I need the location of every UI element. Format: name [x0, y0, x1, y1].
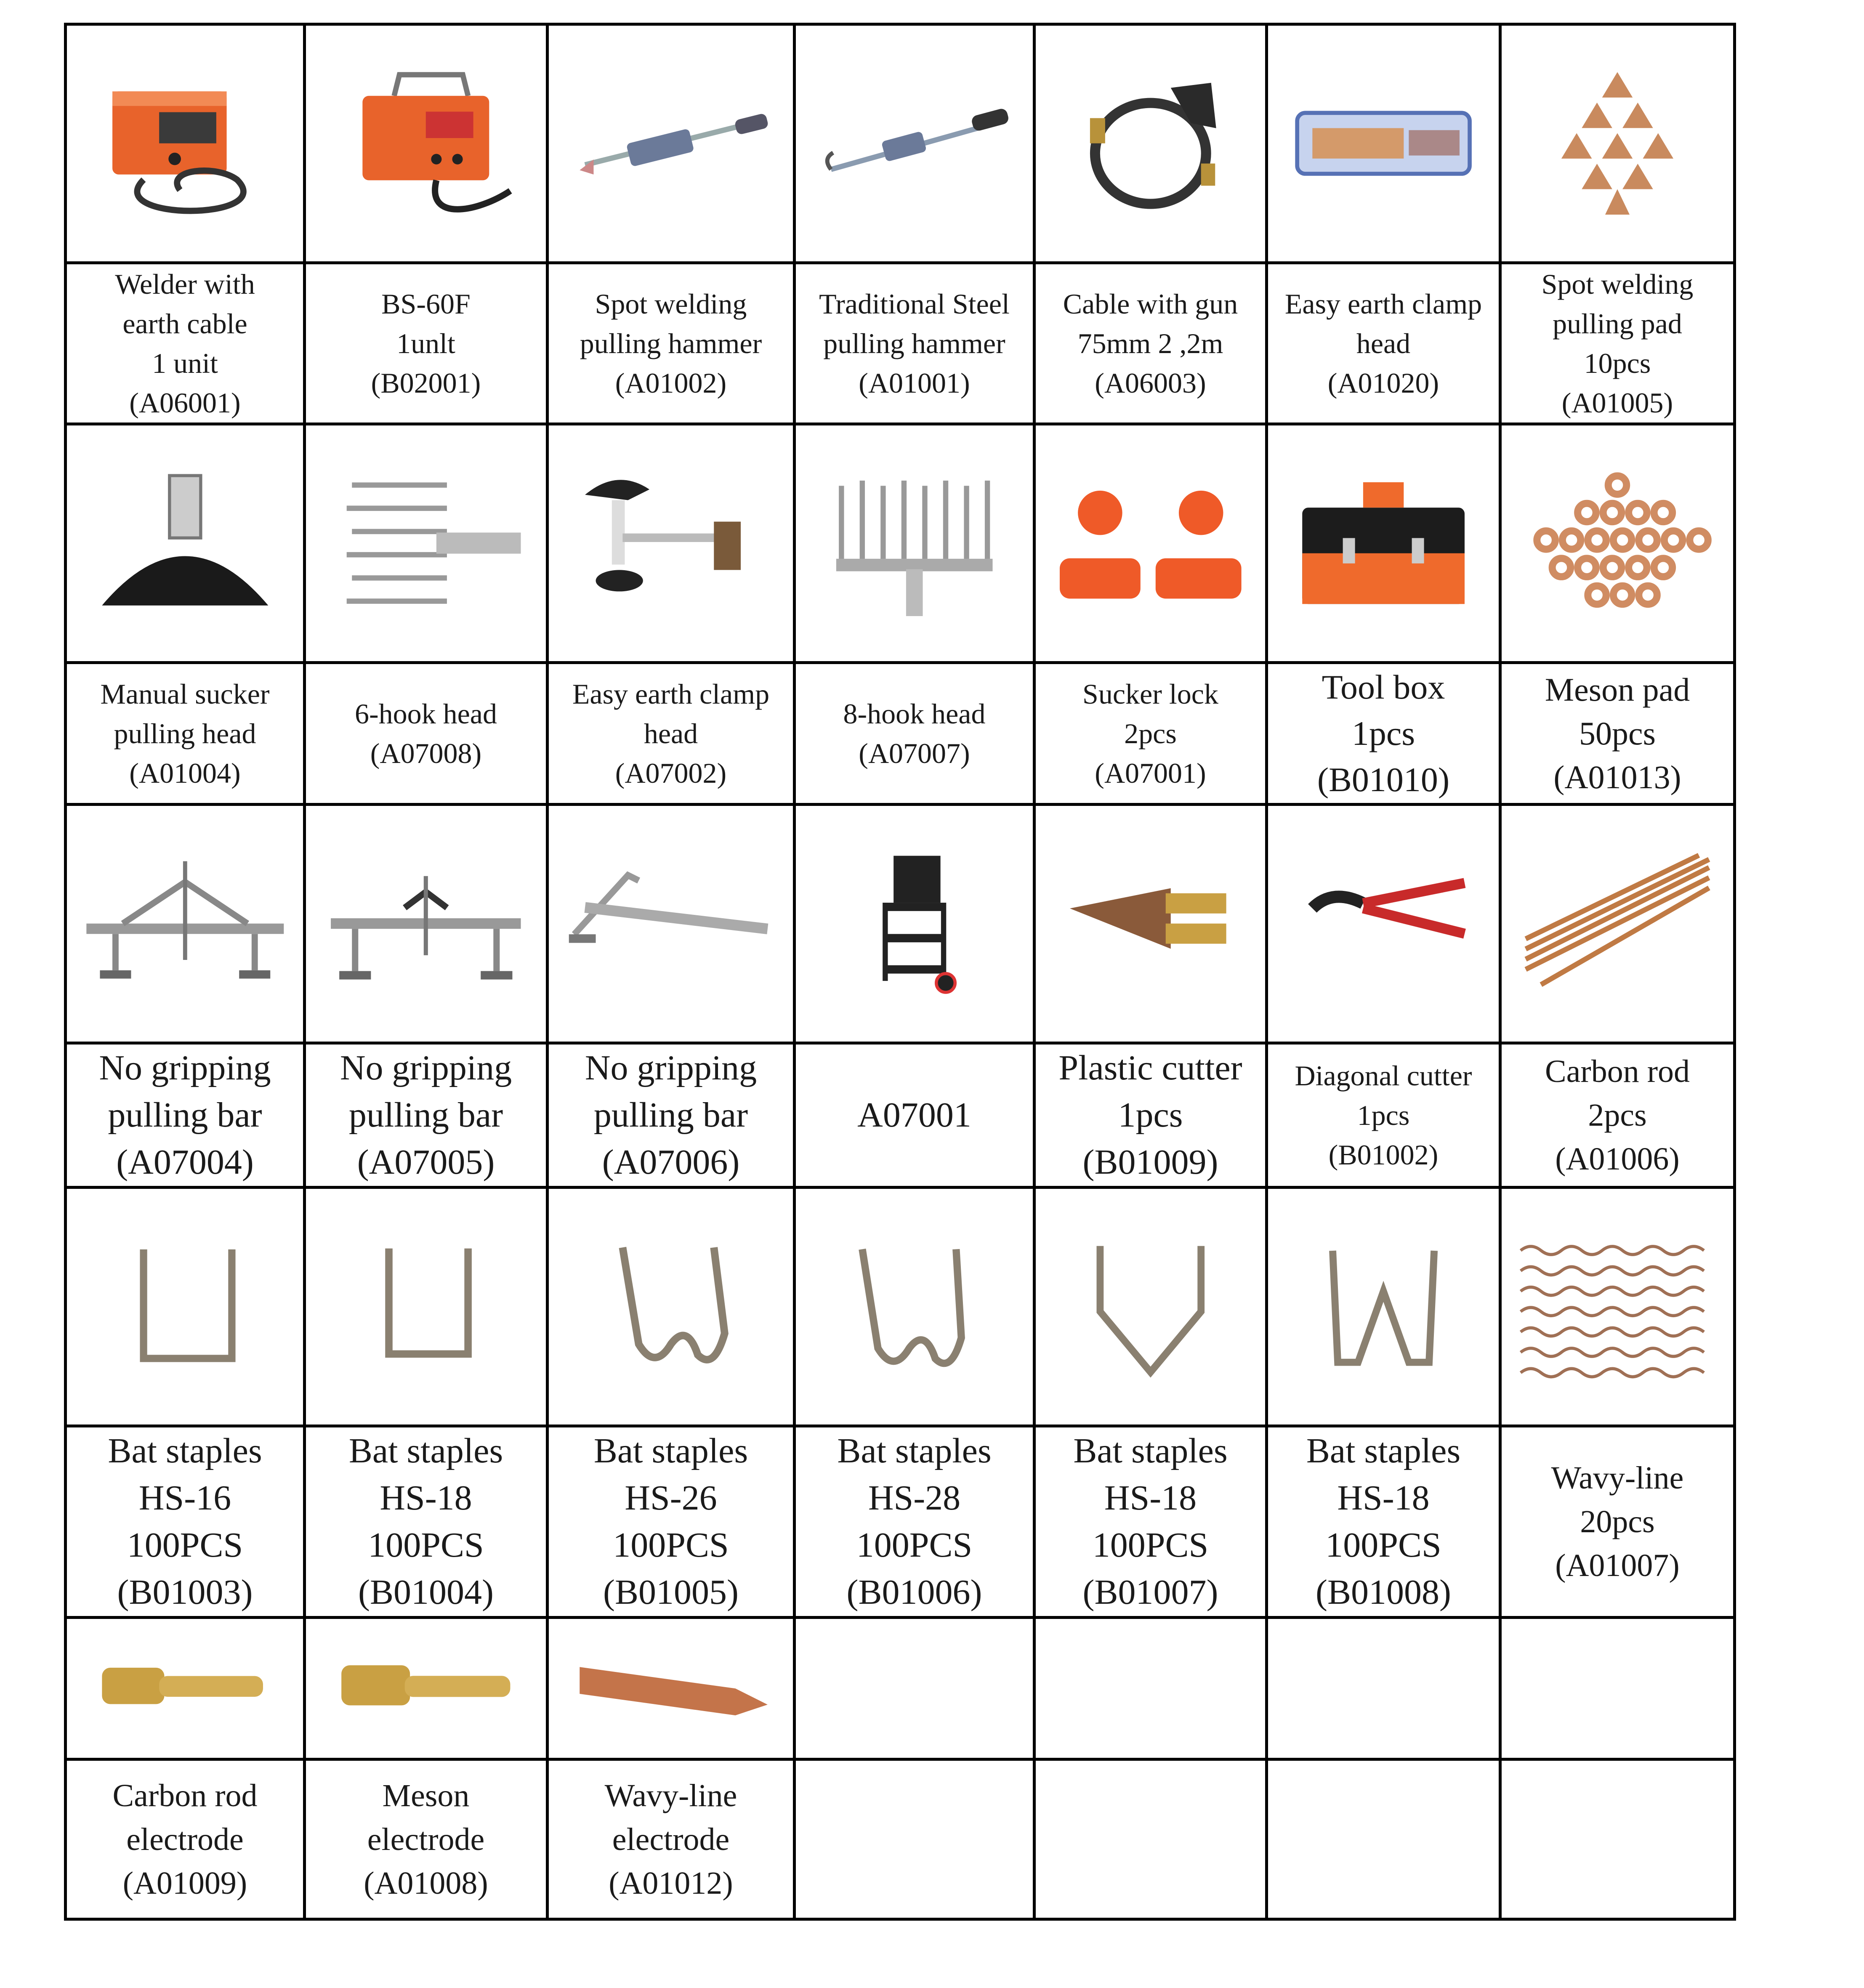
product-label-line: head — [643, 718, 698, 749]
product-label-line: (A07001) — [1095, 757, 1206, 789]
triangle-pads-icon — [1516, 47, 1719, 240]
product-label-line: 50pcs — [1579, 715, 1656, 752]
product-label-line: Manual sucker — [100, 678, 270, 710]
product-label-line: 1pcs — [1118, 1095, 1183, 1135]
product-label — [1267, 1043, 1500, 1188]
product-label-line: (A07008) — [370, 737, 482, 769]
product-image-cell — [305, 1188, 548, 1426]
product-label-line: electrode — [612, 1821, 730, 1857]
product-label-line: (B01009) — [1082, 1143, 1218, 1182]
image-row-4 — [66, 1188, 1735, 1426]
product-label-line: Bat staples — [108, 1431, 262, 1470]
product-label-line: 20pcs — [1580, 1504, 1655, 1539]
product-label-line: earth cable — [122, 308, 247, 340]
product-image-cell — [305, 1618, 548, 1759]
product-image-cell — [548, 1618, 795, 1759]
product-label-line: pulling bar — [108, 1095, 262, 1135]
product-label-line: A07001 — [857, 1095, 971, 1135]
product-image-cell — [1267, 424, 1500, 663]
product-label-line: pulling head — [114, 718, 256, 749]
product-label-line: 2pcs — [1588, 1098, 1647, 1133]
product-label-line: (A06001) — [129, 387, 241, 419]
product-label-line: Traditional Steel — [819, 288, 1010, 320]
product-label-line: (A07005) — [357, 1143, 495, 1182]
product-image-cell — [1500, 805, 1735, 1043]
washers-icon — [1516, 447, 1719, 640]
product-label-line: electrode — [126, 1821, 244, 1857]
earth-clamp-icon — [564, 447, 778, 640]
product-label-line: pulling bar — [593, 1095, 748, 1135]
product-label-line: 1unlt — [396, 327, 455, 359]
product-image-cell — [795, 424, 1034, 663]
tool-box-icon — [1282, 447, 1485, 640]
product-label-line: (A01013) — [1553, 759, 1681, 795]
product-label — [305, 263, 548, 424]
product-label — [1034, 663, 1267, 805]
product-label — [305, 1426, 548, 1618]
product-label — [305, 663, 548, 805]
six-hook-icon — [320, 447, 532, 640]
text-row-3 — [66, 1043, 1735, 1188]
product-label-line: 100PCS — [613, 1526, 729, 1565]
product-label-line: (B02001) — [371, 367, 481, 399]
wavy-electrode-icon — [564, 1632, 778, 1746]
product-label — [795, 263, 1034, 424]
product-label — [66, 1043, 305, 1188]
product-label-line: pulling hammer — [823, 327, 1005, 359]
product-label-line: Wavy-line — [1551, 1460, 1684, 1496]
product-label-line: HS-18 — [1337, 1478, 1430, 1518]
product-image-cell — [795, 1188, 1034, 1426]
product-label — [66, 263, 305, 424]
product-label-line: Spot welding — [1541, 268, 1694, 300]
carbon-electrode-icon — [81, 1632, 289, 1746]
staple-hs16-icon — [81, 1210, 289, 1403]
product-image-cell — [1500, 1188, 1735, 1426]
product-image-cell — [795, 24, 1034, 263]
product-label-line: Wavy-line — [604, 1778, 737, 1813]
product-label — [1500, 1043, 1735, 1188]
product-image-cell — [1500, 424, 1735, 663]
product-label-line: (B01002) — [1328, 1139, 1439, 1171]
product-label-line: (A01005) — [1561, 387, 1673, 419]
product-label-line: (A07002) — [615, 757, 727, 789]
slide-hammer-icon — [564, 47, 778, 240]
portable-welder-icon — [320, 47, 532, 240]
product-label — [305, 1043, 548, 1188]
product-image-cell — [66, 24, 305, 263]
product-label-line: pulling pad — [1553, 308, 1682, 340]
product-label-line: (B01007) — [1082, 1573, 1218, 1612]
empty-cell — [795, 1759, 1034, 1919]
product-label-line: 6-hook head — [354, 698, 497, 730]
product-image-cell — [548, 1188, 795, 1426]
cable-gun-icon — [1050, 47, 1252, 240]
product-label-line: HS-26 — [625, 1478, 717, 1518]
product-label-line: Tool box — [1322, 668, 1445, 706]
product-label-line: (A01001) — [859, 367, 970, 399]
product-label-line: (A07004) — [116, 1143, 254, 1182]
product-label-line: Carbon rod — [112, 1778, 258, 1813]
product-label-line: Sucker lock — [1082, 678, 1218, 710]
product-label-line: (A01007) — [1555, 1548, 1680, 1583]
text-row-1 — [66, 263, 1735, 424]
pulling-bar-c-icon — [564, 827, 778, 1020]
plastic-cutter-icon — [1050, 827, 1252, 1020]
product-image-cell — [548, 805, 795, 1043]
product-label-line: HS-16 — [138, 1478, 231, 1518]
product-label-line: Welder with — [115, 268, 255, 300]
meson-electrode-icon — [320, 1632, 532, 1746]
product-label-line: HS-28 — [868, 1478, 961, 1518]
product-image-cell — [1034, 805, 1267, 1043]
product-label — [1267, 263, 1500, 424]
product-image-cell — [305, 24, 548, 263]
product-label-line: 100PCS — [127, 1526, 243, 1565]
product-label-line: Spot welding — [595, 288, 747, 320]
product-image-cell — [1267, 805, 1500, 1043]
empty-cell — [1034, 1759, 1267, 1919]
product-label-line: 100PCS — [1092, 1526, 1209, 1565]
product-image-cell — [66, 1618, 305, 1759]
product-label-line: 8-hook head — [843, 698, 986, 730]
product-label-line: 100PCS — [856, 1526, 973, 1565]
product-image-cell — [1267, 24, 1500, 263]
product-label — [548, 1043, 795, 1188]
product-label — [66, 1759, 305, 1919]
pulling-bar-b-icon — [320, 827, 532, 1020]
product-label-line: 2pcs — [1124, 718, 1177, 749]
suction-cup-icon — [81, 447, 289, 640]
product-label — [548, 1426, 795, 1618]
product-label-line: 1pcs — [1351, 714, 1415, 752]
product-label-line: (A01009) — [122, 1865, 247, 1901]
product-label-line: HS-18 — [1104, 1478, 1197, 1518]
cart-icon — [810, 827, 1018, 1020]
product-label-line: 10pcs — [1584, 347, 1651, 379]
product-label-line: Meson pad — [1545, 671, 1690, 708]
product-label — [548, 663, 795, 805]
text-row-4 — [66, 1426, 1735, 1618]
product-label — [1267, 1426, 1500, 1618]
product-label-line: (A01006) — [1555, 1141, 1680, 1177]
wavy-line-icon — [1516, 1210, 1719, 1403]
welder-machine-icon — [81, 47, 289, 240]
product-label — [1267, 663, 1500, 805]
product-label — [1500, 1426, 1735, 1618]
product-label-line: Bat staples — [593, 1431, 748, 1470]
product-label-line: electrode — [367, 1821, 485, 1857]
product-label-line: Plastic cutter — [1058, 1048, 1242, 1087]
product-label-line: Diagonal cutter — [1295, 1060, 1472, 1092]
product-image-cell — [66, 1188, 305, 1426]
product-image-cell — [1500, 24, 1735, 263]
product-label — [305, 1759, 548, 1919]
product-label-line: 1pcs — [1357, 1099, 1410, 1131]
product-label-line: Cable with gun — [1063, 288, 1238, 320]
product-image-cell — [1034, 24, 1267, 263]
image-row-1 — [66, 24, 1735, 263]
product-image-cell — [548, 24, 795, 263]
product-label — [548, 263, 795, 424]
staple-w-icon — [1282, 1210, 1485, 1403]
product-image-cell — [548, 424, 795, 663]
empty-cell — [1267, 1618, 1500, 1759]
product-label-line: Easy earth clamp — [572, 678, 770, 710]
product-label — [1034, 1043, 1267, 1188]
product-label — [1034, 1426, 1267, 1618]
product-label-line: (B01006) — [846, 1573, 982, 1612]
product-label-line: BS-60F — [381, 288, 471, 320]
pulling-bar-a-icon — [81, 827, 289, 1020]
carbon-rods-icon — [1516, 827, 1719, 1020]
product-label-line: (A01002) — [615, 367, 727, 399]
product-image-cell — [1034, 424, 1267, 663]
product-label-line: (B01005) — [603, 1573, 739, 1612]
product-image-cell — [1034, 1188, 1267, 1426]
product-label-line: 1 unit — [152, 347, 218, 379]
product-label-line: (B01003) — [117, 1573, 253, 1612]
product-label — [66, 1426, 305, 1618]
product-label-line: HS-18 — [380, 1478, 472, 1518]
product-label-line: (A01004) — [129, 757, 241, 789]
eight-hook-icon — [810, 447, 1018, 640]
product-label-line: (B01008) — [1316, 1573, 1451, 1612]
empty-cell — [1500, 1759, 1735, 1919]
product-label-line: Meson — [382, 1778, 470, 1813]
catalog-table — [64, 23, 1736, 1921]
product-label-line: pulling hammer — [580, 327, 762, 359]
text-row-2 — [66, 663, 1735, 805]
product-label-line: No gripping — [585, 1048, 757, 1087]
product-image-cell — [305, 424, 548, 663]
product-label-line: head — [1356, 327, 1411, 359]
accessory-case-icon — [1282, 47, 1485, 240]
product-label-line: (A07007) — [859, 737, 970, 769]
sucker-lock-icon — [1050, 447, 1252, 640]
product-catalog-grid — [64, 23, 1733, 1921]
product-label-line: No gripping — [99, 1048, 271, 1087]
image-row-2 — [66, 424, 1735, 663]
product-label-line: 75mm 2 ,2m — [1077, 327, 1223, 359]
product-label — [548, 1759, 795, 1919]
product-label — [795, 1043, 1034, 1188]
product-label-line: (A01008) — [364, 1865, 488, 1901]
product-image-cell — [305, 805, 548, 1043]
product-label-line: Bat staples — [837, 1431, 992, 1470]
product-image-cell — [1267, 1188, 1500, 1426]
empty-cell — [795, 1618, 1034, 1759]
product-label-line: Bat staples — [1306, 1431, 1461, 1470]
image-row-5 — [66, 1618, 1735, 1759]
text-row-5 — [66, 1759, 1735, 1919]
product-label — [1034, 263, 1267, 424]
product-label-line: 100PCS — [1325, 1526, 1441, 1565]
diagonal-cutter-icon — [1282, 827, 1485, 1020]
product-label — [795, 663, 1034, 805]
product-label-line: Bat staples — [348, 1431, 503, 1470]
staple-hs28-icon — [810, 1210, 1018, 1403]
product-label-line: (B01010) — [1317, 760, 1450, 799]
product-label-line: (A01012) — [609, 1865, 733, 1901]
product-label-line: (A07006) — [602, 1143, 740, 1182]
product-image-cell — [66, 424, 305, 663]
product-label-line: (A06003) — [1095, 367, 1206, 399]
product-label — [66, 663, 305, 805]
product-image-cell — [795, 805, 1034, 1043]
product-label — [1500, 263, 1735, 424]
product-label-line: (B01004) — [358, 1573, 494, 1612]
product-label-line: 100PCS — [368, 1526, 484, 1565]
empty-cell — [1034, 1618, 1267, 1759]
staple-v-icon — [1050, 1210, 1252, 1403]
empty-cell — [1267, 1759, 1500, 1919]
image-row-3 — [66, 805, 1735, 1043]
product-label — [795, 1426, 1034, 1618]
product-label — [1500, 663, 1735, 805]
product-label-line: Carbon rod — [1545, 1054, 1690, 1089]
empty-cell — [1500, 1618, 1735, 1759]
staple-hs26-icon — [564, 1210, 778, 1403]
product-label-line: Easy earth clamp — [1284, 288, 1482, 320]
product-label-line: Bat staples — [1073, 1431, 1228, 1470]
staple-hs18-icon — [320, 1210, 532, 1403]
product-image-cell — [66, 805, 305, 1043]
steel-hammer-icon — [810, 47, 1018, 240]
product-label-line: pulling bar — [348, 1095, 503, 1135]
product-label-line: (A01020) — [1327, 367, 1439, 399]
product-label-line: No gripping — [340, 1048, 512, 1087]
